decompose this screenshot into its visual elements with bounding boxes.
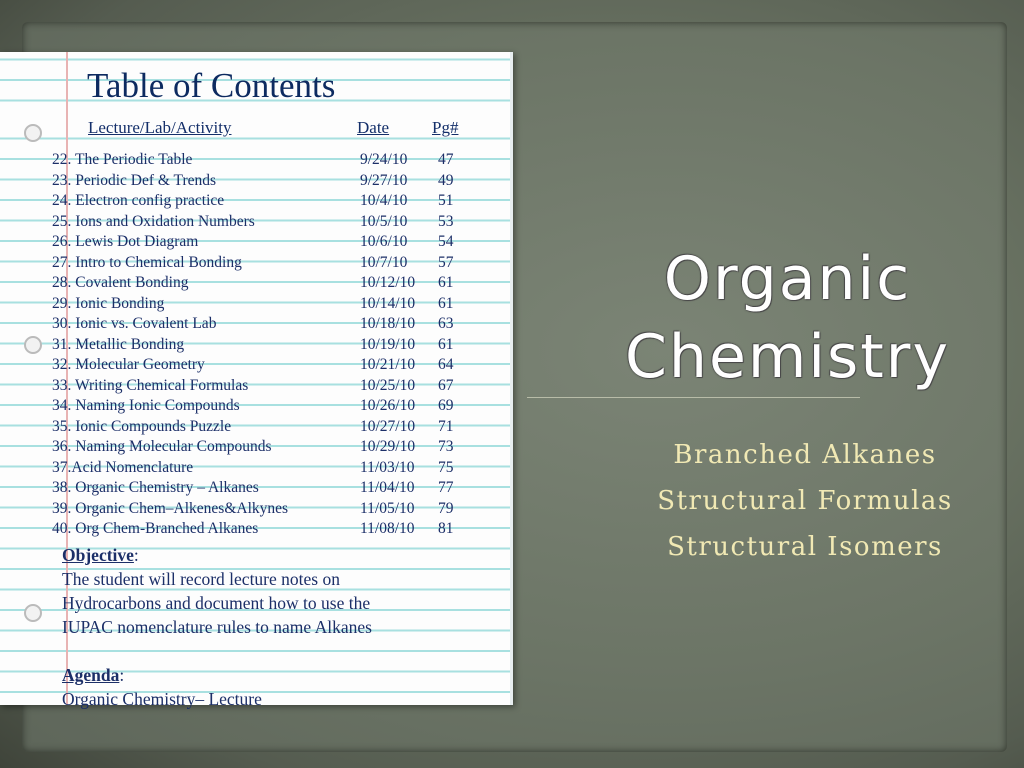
header-date: Date: [357, 118, 390, 137]
toc-item: 31. Metallic Bonding: [52, 335, 185, 353]
toc-item: 38. Organic Chemistry – Alkanes: [52, 479, 259, 496]
toc-row: [52, 191, 492, 212]
toc-row: [52, 417, 492, 438]
toc-date: 10/6/10: [360, 233, 408, 250]
toc-item: 22. The Periodic Table: [52, 151, 193, 168]
toc-date: 10/27/10: [360, 417, 416, 435]
toc-page: 51: [438, 192, 454, 209]
toc-row: [52, 335, 492, 356]
toc-item: 23. Periodic Def & Trends: [52, 171, 217, 189]
toc-item: 26. Lewis Dot Diagram: [52, 233, 199, 250]
toc-page: 63: [438, 315, 454, 332]
agenda-label: Agenda: [62, 665, 120, 685]
toc-row: [52, 437, 492, 458]
toc-page: 47: [438, 151, 454, 168]
binder-hole-icon: [24, 604, 42, 622]
toc-list: [52, 150, 492, 540]
agenda-text: Organic Chemistry– Lecture: [62, 689, 262, 709]
toc-page: 54: [438, 233, 454, 250]
toc-date: 10/14/10: [360, 294, 416, 312]
toc-item: 29. Ionic Bonding: [52, 294, 165, 312]
toc-row: [52, 150, 492, 171]
subtitle: Structural Formulas: [657, 486, 953, 516]
toc-date: 9/24/10: [360, 151, 408, 168]
toc-page: 64: [438, 356, 454, 373]
toc-item: 36. Naming Molecular Compounds: [52, 438, 272, 455]
toc-date: 11/04/10: [360, 479, 415, 496]
toc-row: [52, 294, 492, 315]
toc-row: [52, 232, 492, 253]
toc-page: 79: [438, 499, 454, 517]
objective-line: IUPAC nomenclature rules to name Alkanes: [62, 617, 372, 637]
title-line: Organic: [663, 244, 912, 314]
toc-item: 33. Writing Chemical Formulas: [52, 376, 249, 394]
objective-block: Objective: The student will record lecture notes on Hydrocarbons and document how to use the IUPAC nomenclature rules to name Alkanes Agenda: Organic Chemistry– Lecture: [62, 545, 372, 709]
toc-page: 77: [438, 479, 454, 496]
toc-date: 11/05/10: [360, 499, 415, 517]
toc-page: 73: [438, 438, 454, 455]
toc-date: 10/18/10: [360, 315, 416, 332]
toc-date: 10/26/10: [360, 397, 416, 414]
toc-date: 10/25/10: [360, 376, 416, 394]
toc-row: [52, 355, 492, 376]
toc-item: 39. Organic Chem–Alkenes&Alkynes: [52, 499, 289, 517]
subtitle-list: [640, 432, 970, 570]
objective-line: Hydrocarbons and document how to use the: [62, 593, 371, 613]
toc-date: 10/21/10: [360, 356, 416, 373]
toc-page: 61: [438, 274, 454, 291]
toc-row: [52, 273, 492, 294]
toc-page: 61: [438, 294, 454, 312]
toc-item: 27. Intro to Chemical Bonding: [52, 253, 242, 271]
toc-item: 32. Molecular Geometry: [52, 356, 205, 373]
toc-item: 35. Ionic Compounds Puzzle: [52, 417, 232, 435]
objective-label: Objective: [62, 545, 134, 565]
toc-row: [52, 458, 492, 479]
toc-row: [52, 519, 492, 540]
toc-title: Table of Contents: [87, 66, 336, 105]
toc-page: 81: [438, 520, 454, 537]
slide-title: [600, 240, 975, 396]
toc-row: [52, 212, 492, 233]
toc-page: 53: [438, 212, 454, 230]
toc-page: 49: [438, 171, 454, 189]
toc-date: 11/08/10: [360, 520, 415, 537]
toc-date: 10/4/10: [360, 192, 408, 209]
title-divider: [527, 397, 860, 398]
binder-hole-icon: [24, 336, 42, 354]
toc-date: 11/03/10: [360, 458, 415, 476]
toc-item: 28. Covalent Bonding: [52, 274, 189, 291]
toc-item: 37.Acid Nomenclature: [52, 458, 194, 476]
toc-row: [52, 396, 492, 417]
toc-row: [52, 499, 492, 520]
toc-page: 75: [438, 458, 454, 476]
toc-date: 10/12/10: [360, 274, 416, 291]
toc-date: 10/29/10: [360, 438, 416, 455]
toc-date: 10/19/10: [360, 335, 416, 353]
objective-line: The student will record lecture notes on: [62, 569, 340, 589]
binder-hole-icon: [24, 124, 42, 142]
toc-date: 10/7/10: [360, 253, 408, 271]
toc-item: 25. Ions and Oxidation Numbers: [52, 212, 255, 230]
header-page: Pg#: [432, 118, 459, 137]
toc-item: 40. Org Chem-Branched Alkanes: [52, 520, 259, 537]
toc-item: 24. Electron config practice: [52, 192, 225, 209]
toc-page: 67: [438, 376, 454, 394]
title-line: Chemistry: [625, 322, 950, 392]
toc-date: 10/5/10: [360, 212, 408, 230]
toc-item: 30. Ionic vs. Covalent Lab: [52, 315, 217, 332]
subtitle: Structural Isomers: [667, 532, 943, 562]
toc-row: [52, 478, 492, 499]
toc-row: [52, 171, 492, 192]
subtitle: Branched Alkanes: [673, 440, 937, 470]
toc-item: 34. Naming Ionic Compounds: [52, 397, 240, 414]
toc-row: [52, 253, 492, 274]
toc-date: 9/27/10: [360, 171, 408, 189]
toc-page: 57: [438, 253, 454, 271]
toc-page: 71: [438, 417, 454, 435]
header-activity: Lecture/Lab/Activity: [88, 118, 232, 137]
toc-page: 61: [438, 335, 454, 353]
toc-row: [52, 376, 492, 397]
toc-page: 69: [438, 397, 454, 414]
toc-row: [52, 314, 492, 335]
